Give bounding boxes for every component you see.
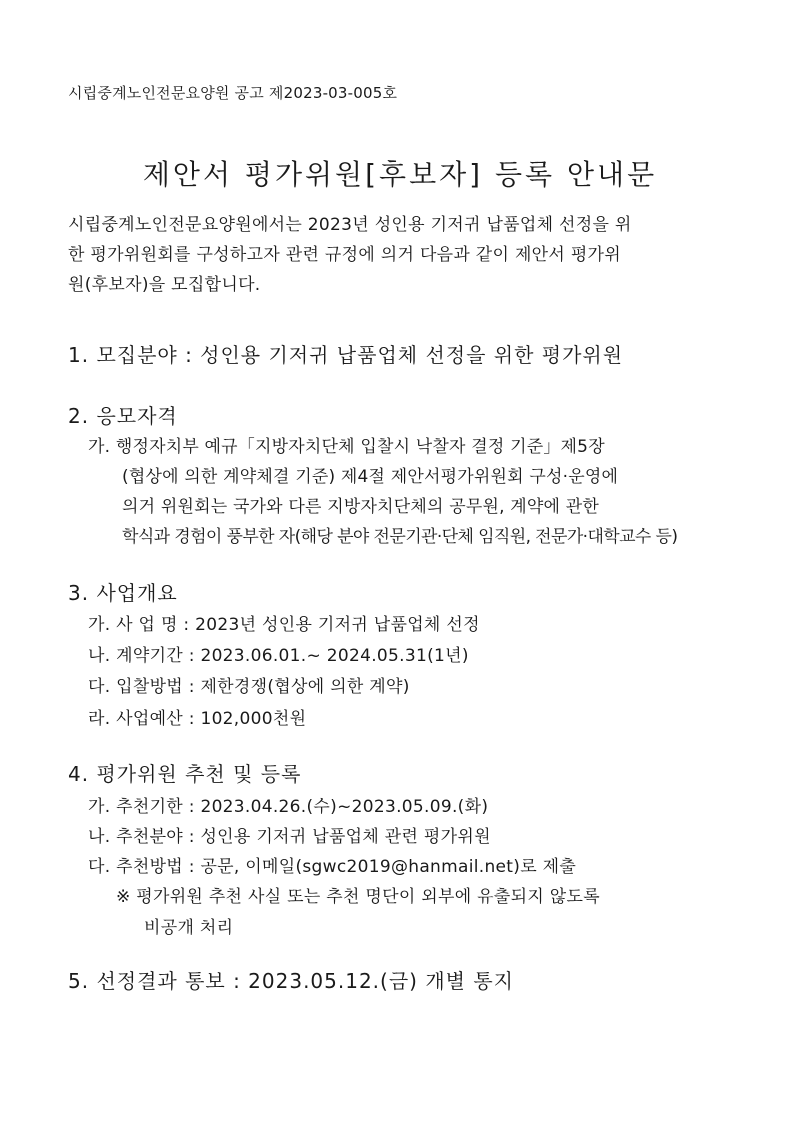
qualification-line: 의거 위원회는 국가와 다른 지방자치단체의 공무원, 계약에 관한 xyxy=(122,497,600,517)
project-overview-item: 라. 사업예산 : 102,000천원 xyxy=(88,709,307,729)
section-1-heading: 1. 모집분야 : 성인용 기저귀 납품업체 선정을 위한 평가위원 xyxy=(68,343,624,367)
section-3-heading: 3. 사업개요 xyxy=(68,581,178,605)
intro-line: 시립중계노인전문요양원에서는 2023년 성인용 기저귀 납품업체 선정을 위 xyxy=(68,215,632,235)
qualification-line: 가. 행정자치부 예규「지방자치단체 입찰시 낙찰자 결정 기준」제5장 xyxy=(88,437,605,457)
notice-number: 시립중계노인전문요양원 공고 제2023-03-005호 xyxy=(68,84,398,102)
intro-paragraph xyxy=(68,210,732,300)
qualification-line: 학식과 경험이 풍부한 자(해당 분야 전문기관·단체 임직원, 전문가·대학교수 등) xyxy=(122,527,678,547)
section-2-heading: 2. 응모자격 xyxy=(68,404,178,428)
section-5-heading: 5. 선정결과 통보 : 2023.05.12.(금) 개별 통지 xyxy=(68,969,514,993)
document-title: 제안서 평가위원[후보자] 등록 안내문 xyxy=(142,158,658,191)
project-overview-item: 나. 계약기간 : 2023.06.01.~ 2024.05.31(1년) xyxy=(88,646,469,666)
intro-line: 원(후보자)을 모집합니다. xyxy=(68,275,261,295)
project-overview-item: 다. 입찰방법 : 제한경쟁(협상에 의한 계약) xyxy=(88,677,410,697)
confidentiality-note: 비공개 처리 xyxy=(144,918,234,938)
section-4-heading: 4. 평가위원 추천 및 등록 xyxy=(68,762,302,786)
recommendation-item: 다. 추천방법 : 공문, 이메일(sgwc2019@hanmail.net)로 제출 xyxy=(88,857,577,877)
project-overview-item: 가. 사 업 명 : 2023년 성인용 기저귀 납품업체 선정 xyxy=(88,615,480,635)
confidentiality-note: ※ 평가위원 추천 사실 또는 추천 명단이 외부에 유출되지 않도록 xyxy=(116,887,600,907)
qualification-line: (협상에 의한 계약체결 기준) 제4절 제안서평가위원회 구성·운영에 xyxy=(122,467,619,487)
intro-line: 한 평가위원회를 구성하고자 관련 규정에 의거 다음과 같이 제안서 평가위 xyxy=(68,245,621,265)
recommendation-item: 나. 추천분야 : 성인용 기저귀 납품업체 관련 평가위원 xyxy=(88,827,491,847)
recommendation-item: 가. 추천기한 : 2023.04.26.(수)~2023.05.09.(화) xyxy=(88,797,489,817)
